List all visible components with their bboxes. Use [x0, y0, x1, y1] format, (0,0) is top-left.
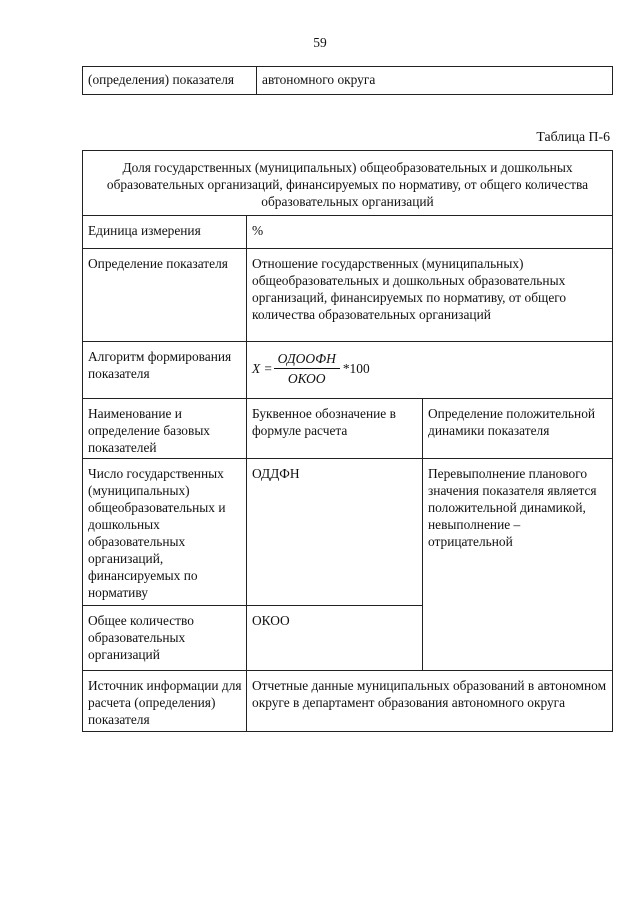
base-row-symbol: ОКОО [247, 606, 423, 671]
unit-value: % [247, 216, 613, 249]
algorithm-formula [247, 342, 613, 399]
algorithm-label: Алгоритм формирования показателя [83, 342, 247, 399]
formula-numerator: ОДООФН [277, 351, 336, 366]
dynamics-definition: Перевыполнение планового значения показателя является положительной динамикой, невыполнение – отрицательной [423, 459, 613, 671]
indicator-title: Доля государственных (муниципальных) общеобразовательных и дошкольных образовательных организаций, финансируемых по нормативу, от общего количества образовательных организаций [83, 151, 613, 216]
base-row-name: Общее количество образовательных организаций [83, 606, 247, 671]
unit-label: Единица измерения [83, 216, 247, 249]
definition-value: Отношение государственных (муниципальных) общеобразовательных и дошкольных образовательных организаций, финансируемых по нормативу, от общего количества образовательных организаций [247, 249, 613, 342]
base-header-name: Наименование и определение базовых показателей [83, 399, 247, 459]
formula-multiplier: *100 [342, 361, 370, 376]
source-label: Источник информации для расчета (определения) показателя [83, 671, 247, 732]
formula-lhs: X = [252, 361, 273, 376]
definition-label: Определение показателя [83, 249, 247, 342]
base-row-name: Число государственных (муниципальных) общеобразовательных и дошкольных образовательных организаций, финансируемых по нормативу [83, 459, 247, 606]
fragment-label-cell: (определения) показателя [83, 67, 257, 95]
base-header-symbol: Буквенное обозначение в формуле расчета [247, 399, 423, 459]
continued-table-fragment [82, 66, 613, 95]
base-row-symbol: ОДДФН [247, 459, 423, 606]
formula-fraction [274, 350, 340, 387]
indicator-table [82, 150, 613, 732]
table-caption: Таблица П-6 [536, 129, 610, 144]
page-number: 59 [313, 35, 327, 50]
formula [252, 344, 608, 387]
formula-denominator: ОКОО [287, 371, 326, 386]
base-header-dynamics: Определение положительной динамики показателя [423, 399, 613, 459]
fraction-bar [274, 368, 340, 369]
source-value: Отчетные данные муниципальных образований в автономном округе в департамент образования автономного округа [247, 671, 613, 732]
fragment-value-cell: автономного округа [257, 67, 613, 95]
